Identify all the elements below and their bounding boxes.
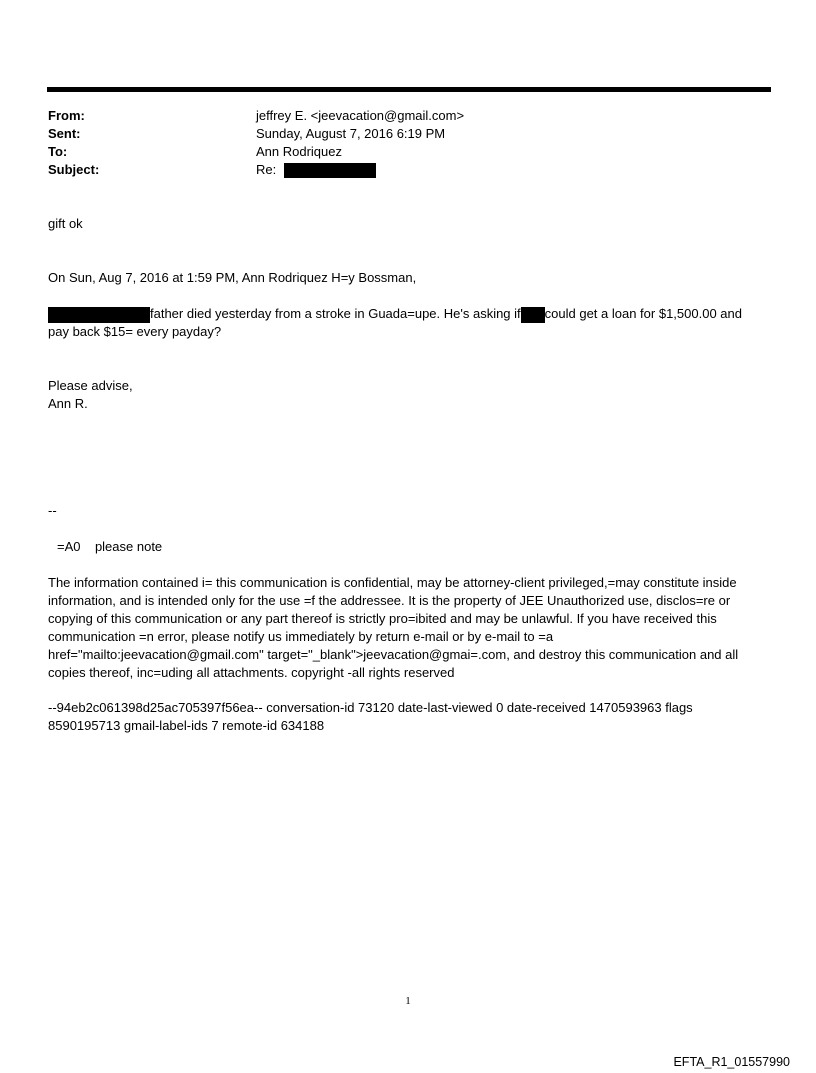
quoted-text-c: pay back $15= every payday?: [48, 324, 222, 339]
sent-value: Sunday, August 7, 2016 6:19 PM: [256, 126, 446, 141]
separator: --: [48, 503, 57, 518]
from-value: jeffrey E. <jeevacation@gmail.com>: [256, 108, 465, 123]
quoted-paragraph: [48, 305, 768, 341]
metadata-text: --94eb2c061398d25ac705397f56ea-- conversation-id 73120 date-last-viewed 0 date-received 1470593963 flags 8590195713 gmail-label-ids 7 remote-id 634188: [48, 700, 693, 733]
document-id: EFTA_R1_01557990: [673, 1055, 790, 1069]
subject-redaction: [284, 163, 376, 178]
signoff-text: Ann R.: [48, 396, 88, 411]
subject-label: Subject:: [48, 162, 100, 177]
note-text: =A0 please note: [57, 539, 163, 554]
advise-text: Please advise,: [48, 378, 133, 393]
quote-intro: On Sun, Aug 7, 2016 at 1:59 PM, Ann Rodriquez H=y Bossman,: [48, 270, 417, 285]
quoted-text-b: could get a loan for $1,500.00 and: [544, 306, 742, 321]
quoted-text-a: father died yesterday from a stroke in Guada=upe. He's asking if: [150, 306, 521, 321]
to-value: Ann Rodriquez: [256, 144, 342, 159]
header-rule: [47, 87, 771, 92]
to-label: To:: [48, 144, 68, 159]
page-number: 1: [405, 995, 411, 1007]
subject-value-wrap: [256, 161, 376, 179]
reply-text: gift ok: [48, 216, 83, 231]
name-redaction: [48, 307, 150, 323]
disclaimer-text: The information contained i= this communication is confidential, may be attorney-client privileged,=may constitute inside information, and is intended only for the use =f the addressee. It is the property of JEE Unauthorized use, disclos=re or copying of this communication or any part thereof is strictly pro=ibited and may be unlawful. If you have received this communication =n error, please notify us immediately by return e-mail or by e-mail to =a href="mailto:jeevacation@gmail.com" target="_blank">jeevacation@gmai=.com, and destroy this communication and all copies thereof, inc=uding all attachments. copyright -all rights reserved: [48, 575, 739, 680]
sent-label: Sent:: [48, 126, 81, 141]
pronoun-redaction: [521, 307, 545, 323]
subject-value: Re:: [256, 162, 277, 177]
from-label: From:: [48, 108, 85, 123]
